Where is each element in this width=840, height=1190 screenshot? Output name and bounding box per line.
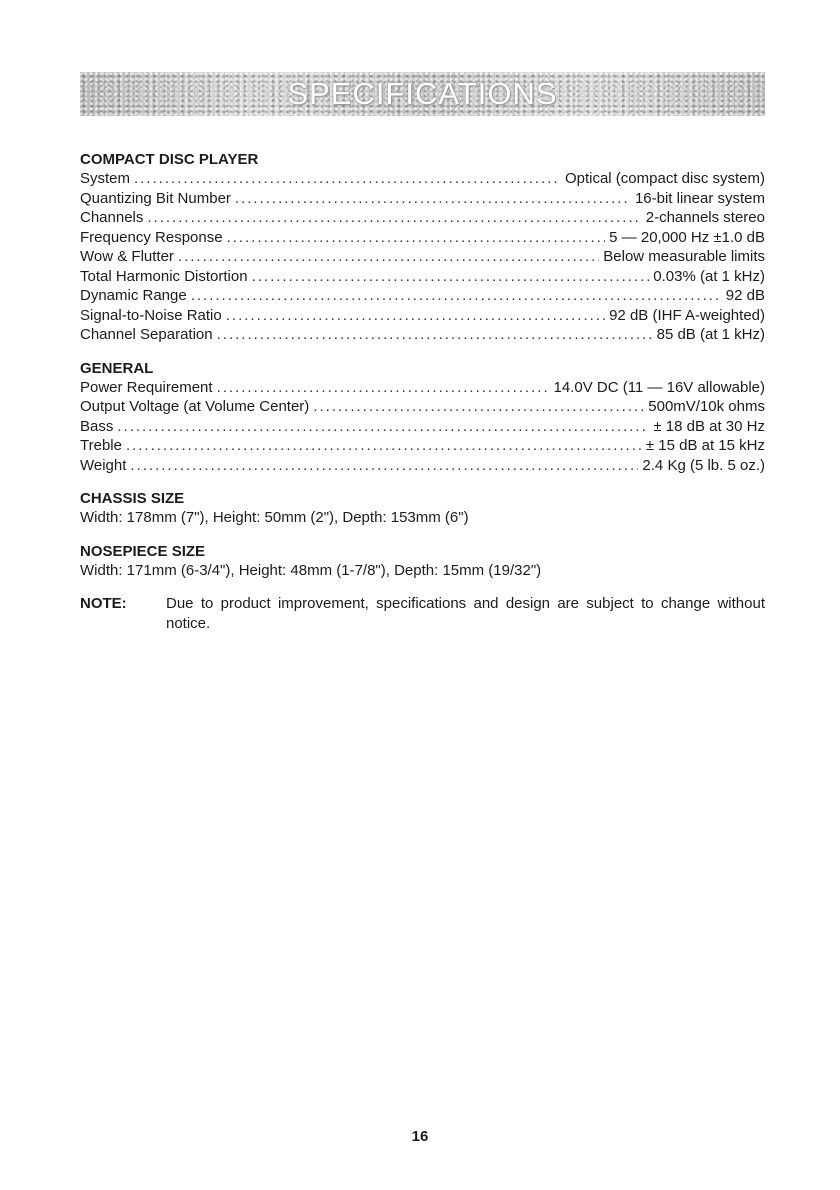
section-compact-disc-player: [80, 150, 765, 345]
spec-value: 0.03% (at 1 kHz): [653, 267, 765, 285]
spec-value: Optical (compact disc system): [564, 170, 765, 187]
spec-content: [80, 150, 765, 633]
spec-label: Channels: [80, 209, 144, 226]
leader-dots: [217, 325, 653, 345]
spec-row-bass: [80, 417, 765, 437]
section-title-nosepiece-size: NOSEPIECE SIZE: [80, 542, 206, 560]
spec-label: Weight: [80, 456, 127, 474]
spec-value: 85 dB (at 1 kHz): [656, 326, 765, 343]
spec-row-channel-separation: [80, 325, 765, 345]
page-number: 16: [411, 1128, 429, 1145]
leader-dots: [126, 436, 642, 456]
spec-row-dynamic-range: [80, 286, 765, 306]
spec-value: ± 18 dB at 30 Hz: [653, 417, 765, 435]
leader-dots: [313, 397, 644, 417]
spec-value: 92 dB: [725, 287, 765, 304]
spec-row-weight: [80, 456, 765, 476]
note-label: NOTE:: [80, 595, 127, 612]
spec-value: 500mV/10k ohms: [648, 398, 765, 415]
spec-row-wow-flutter: [80, 247, 765, 267]
spec-row-power-requirement: [80, 378, 765, 398]
spec-row-treble: [80, 436, 765, 456]
nosepiece-dimensions: Width: 171mm (6-3/4"), Height: 48mm (1-7/8"), Depth: 15mm (19/32"): [80, 561, 542, 579]
leader-dots: [252, 267, 650, 287]
spec-row-signal-to-noise-ratio: [80, 306, 765, 326]
section-title-general: GENERAL: [80, 359, 154, 377]
spec-row-system: [80, 169, 765, 189]
spec-row-total-harmonic-distortion: [80, 267, 765, 287]
spec-label: Frequency Response: [80, 228, 223, 246]
spec-label: Signal-to-Noise Ratio: [80, 306, 222, 324]
spec-value: 2.4 Kg (5 lb. 5 oz.): [642, 456, 765, 474]
spec-value: 16-bit linear system: [634, 189, 765, 207]
leader-dots: [130, 456, 638, 476]
spec-value: 92 dB (IHF A-weighted): [609, 306, 765, 324]
spec-label: Output Voltage (at Volume Center): [80, 398, 310, 415]
spec-label: Quantizing Bit Number: [80, 189, 231, 207]
spec-label: System: [80, 170, 131, 187]
leader-dots: [117, 417, 649, 437]
spec-row-channels: [80, 208, 765, 228]
spec-label: Power Requirement: [80, 378, 213, 396]
note-text: Due to product improvement, specifications and design are subject to change without notice.: [166, 595, 765, 632]
note-block: [80, 594, 765, 633]
spec-value: 5 — 20,000 Hz ±1.0 dB: [609, 228, 765, 246]
specifications-banner: [80, 72, 765, 116]
section-chassis-size: [80, 489, 765, 528]
leader-dots: [217, 378, 550, 398]
spec-value: Below measurable limits: [603, 248, 765, 265]
section-title-chassis-size: CHASSIS SIZE: [80, 490, 185, 507]
leader-dots: [178, 247, 599, 267]
leader-dots: [226, 306, 605, 326]
spec-label: Dynamic Range: [80, 287, 187, 304]
section-nosepiece-size: [80, 542, 765, 581]
banner-title: SPECIFICATIONS: [287, 76, 558, 111]
spec-row-frequency-response: [80, 228, 765, 248]
leader-dots: [235, 189, 631, 209]
spec-row-output-voltage: [80, 397, 765, 417]
spec-value: 14.0V DC (11 — 16V allowable): [553, 378, 765, 396]
section-general: [80, 359, 765, 476]
spec-label: Treble: [80, 437, 122, 454]
spec-label: Total Harmonic Distortion: [80, 267, 248, 285]
spec-value: ± 15 dB at 15 kHz: [645, 437, 765, 454]
leader-dots: [134, 169, 561, 189]
spec-label: Channel Separation: [80, 326, 213, 343]
leader-dots: [227, 228, 606, 248]
leader-dots: [191, 286, 722, 306]
spec-label: Bass: [80, 417, 114, 435]
section-title-compact-disc-player: COMPACT DISC PLAYER: [80, 151, 259, 168]
leader-dots: [147, 208, 641, 228]
spec-label: Wow & Flutter: [80, 248, 174, 265]
spec-row-quantizing-bit-number: [80, 189, 765, 209]
chassis-dimensions: Width: 178mm (7"), Height: 50mm (2"), Depth: 153mm (6"): [80, 509, 469, 526]
spec-value: 2-channels stereo: [645, 209, 765, 226]
